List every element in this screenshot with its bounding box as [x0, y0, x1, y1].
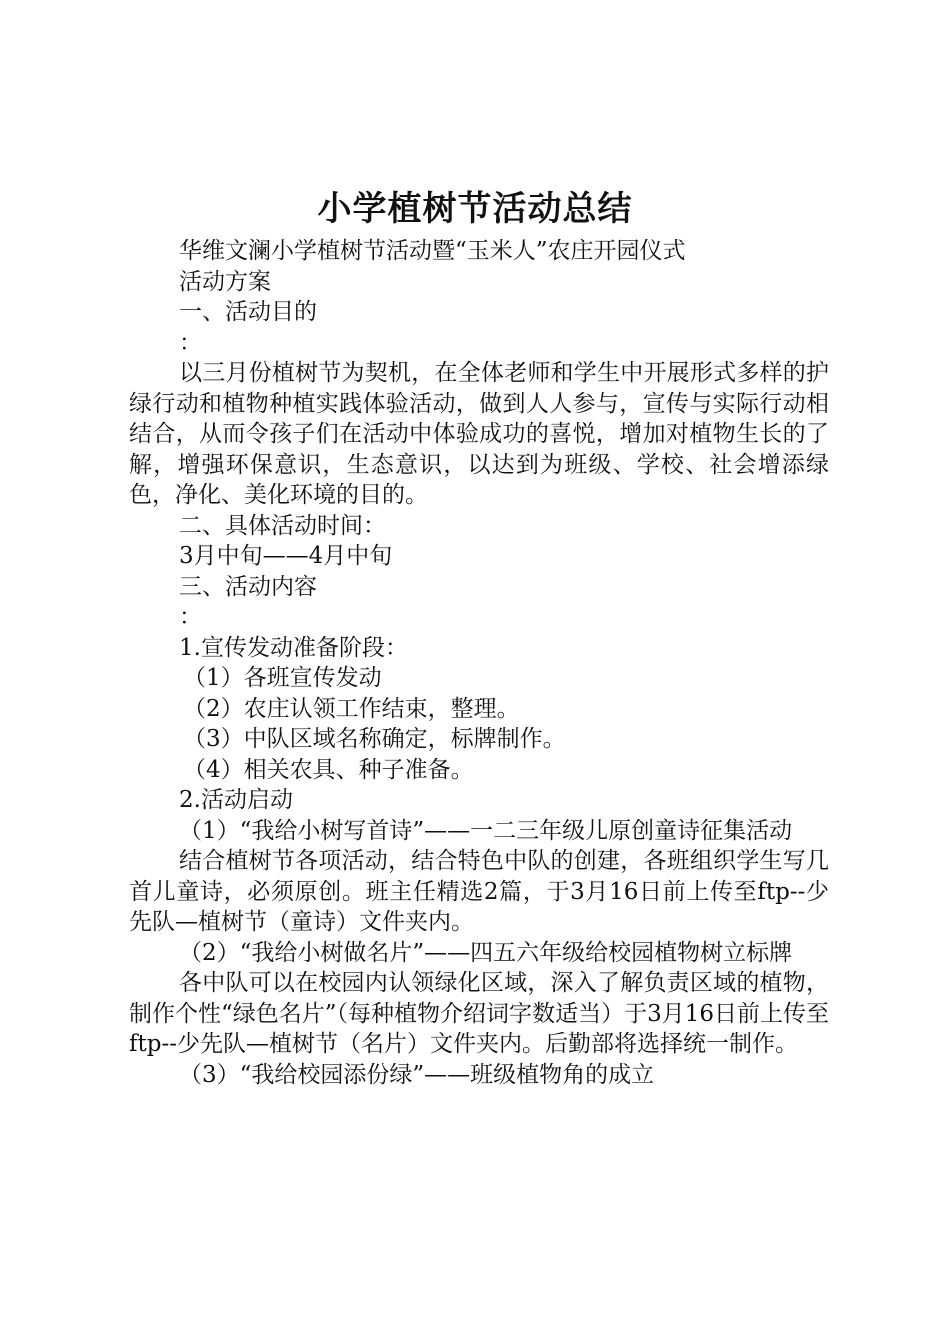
stage-heading: 2.活动启动 [179, 787, 293, 813]
colon-line: ： [179, 329, 202, 356]
body-paragraph: 结合植树节各项活动，结合特色中队的创建，各班组织学生写几首儿童诗，必须原创。班主任精选2篇，于3月16日前上传至ftp--少先队—植树节（童诗）文件夹内。 [129, 848, 829, 935]
time-range: 3月中旬——4月中旬 [179, 543, 393, 569]
document-body [129, 236, 829, 1090]
list-item: （4）相关农具、种子准备。 [183, 756, 474, 783]
paragraph-heading-line: 华维文澜小学植树节活动暨“玉米人”农庄开园仪式 [179, 238, 686, 264]
section-heading: 二、具体活动时间： [179, 512, 386, 539]
list-item: （3）中队区域名称确定，标牌制作。 [183, 726, 566, 752]
body-paragraph: 以三月份植树节为契机，在全体老师和学生中开展形式多样的护绿行动和植物种植实践体验活动，做到人人参与，宣传与实际行动相结合，从而令孩子们在活动中体验成功的喜悦，增加对植物生长的了解，增强环保意识，生态意识，以达到为班级、学校、社会增添绿色，净化、美化环境的目的。 [129, 360, 829, 508]
activity-heading: （3）“我给校园添份绿”——班级植物角的成立 [179, 1061, 655, 1088]
colon-line: ： [179, 604, 202, 630]
section-heading: 一、活动目的 [179, 299, 317, 325]
body-paragraph: 各中队可以在校园内认领绿化区域，深入了解负责区域的植物，制作个性“绿色名片”（每种植物介绍词字数适当）于3月16日前上传至ftp--少先队—植树节（名片）文件夹内。后勤部将选择统一制作。 [129, 970, 829, 1057]
list-item: （2）农庄认领工作结束，整理。 [183, 695, 520, 722]
stage-heading: 1.宣传发动准备阶段： [179, 634, 408, 661]
paragraph-heading-line: 活动方案 [179, 268, 271, 295]
list-item: （1）各班宣传发动 [183, 665, 382, 691]
activity-heading: （1）“我给小树写首诗”——一二三年级儿原创童诗征集活动 [179, 817, 793, 844]
document-title: 小学植树节活动总结 [317, 189, 633, 229]
section-heading: 三、活动内容 [179, 573, 317, 600]
activity-heading: （2）“我给小树做名片”——四五六年级给校园植物树立标牌 [179, 939, 793, 966]
